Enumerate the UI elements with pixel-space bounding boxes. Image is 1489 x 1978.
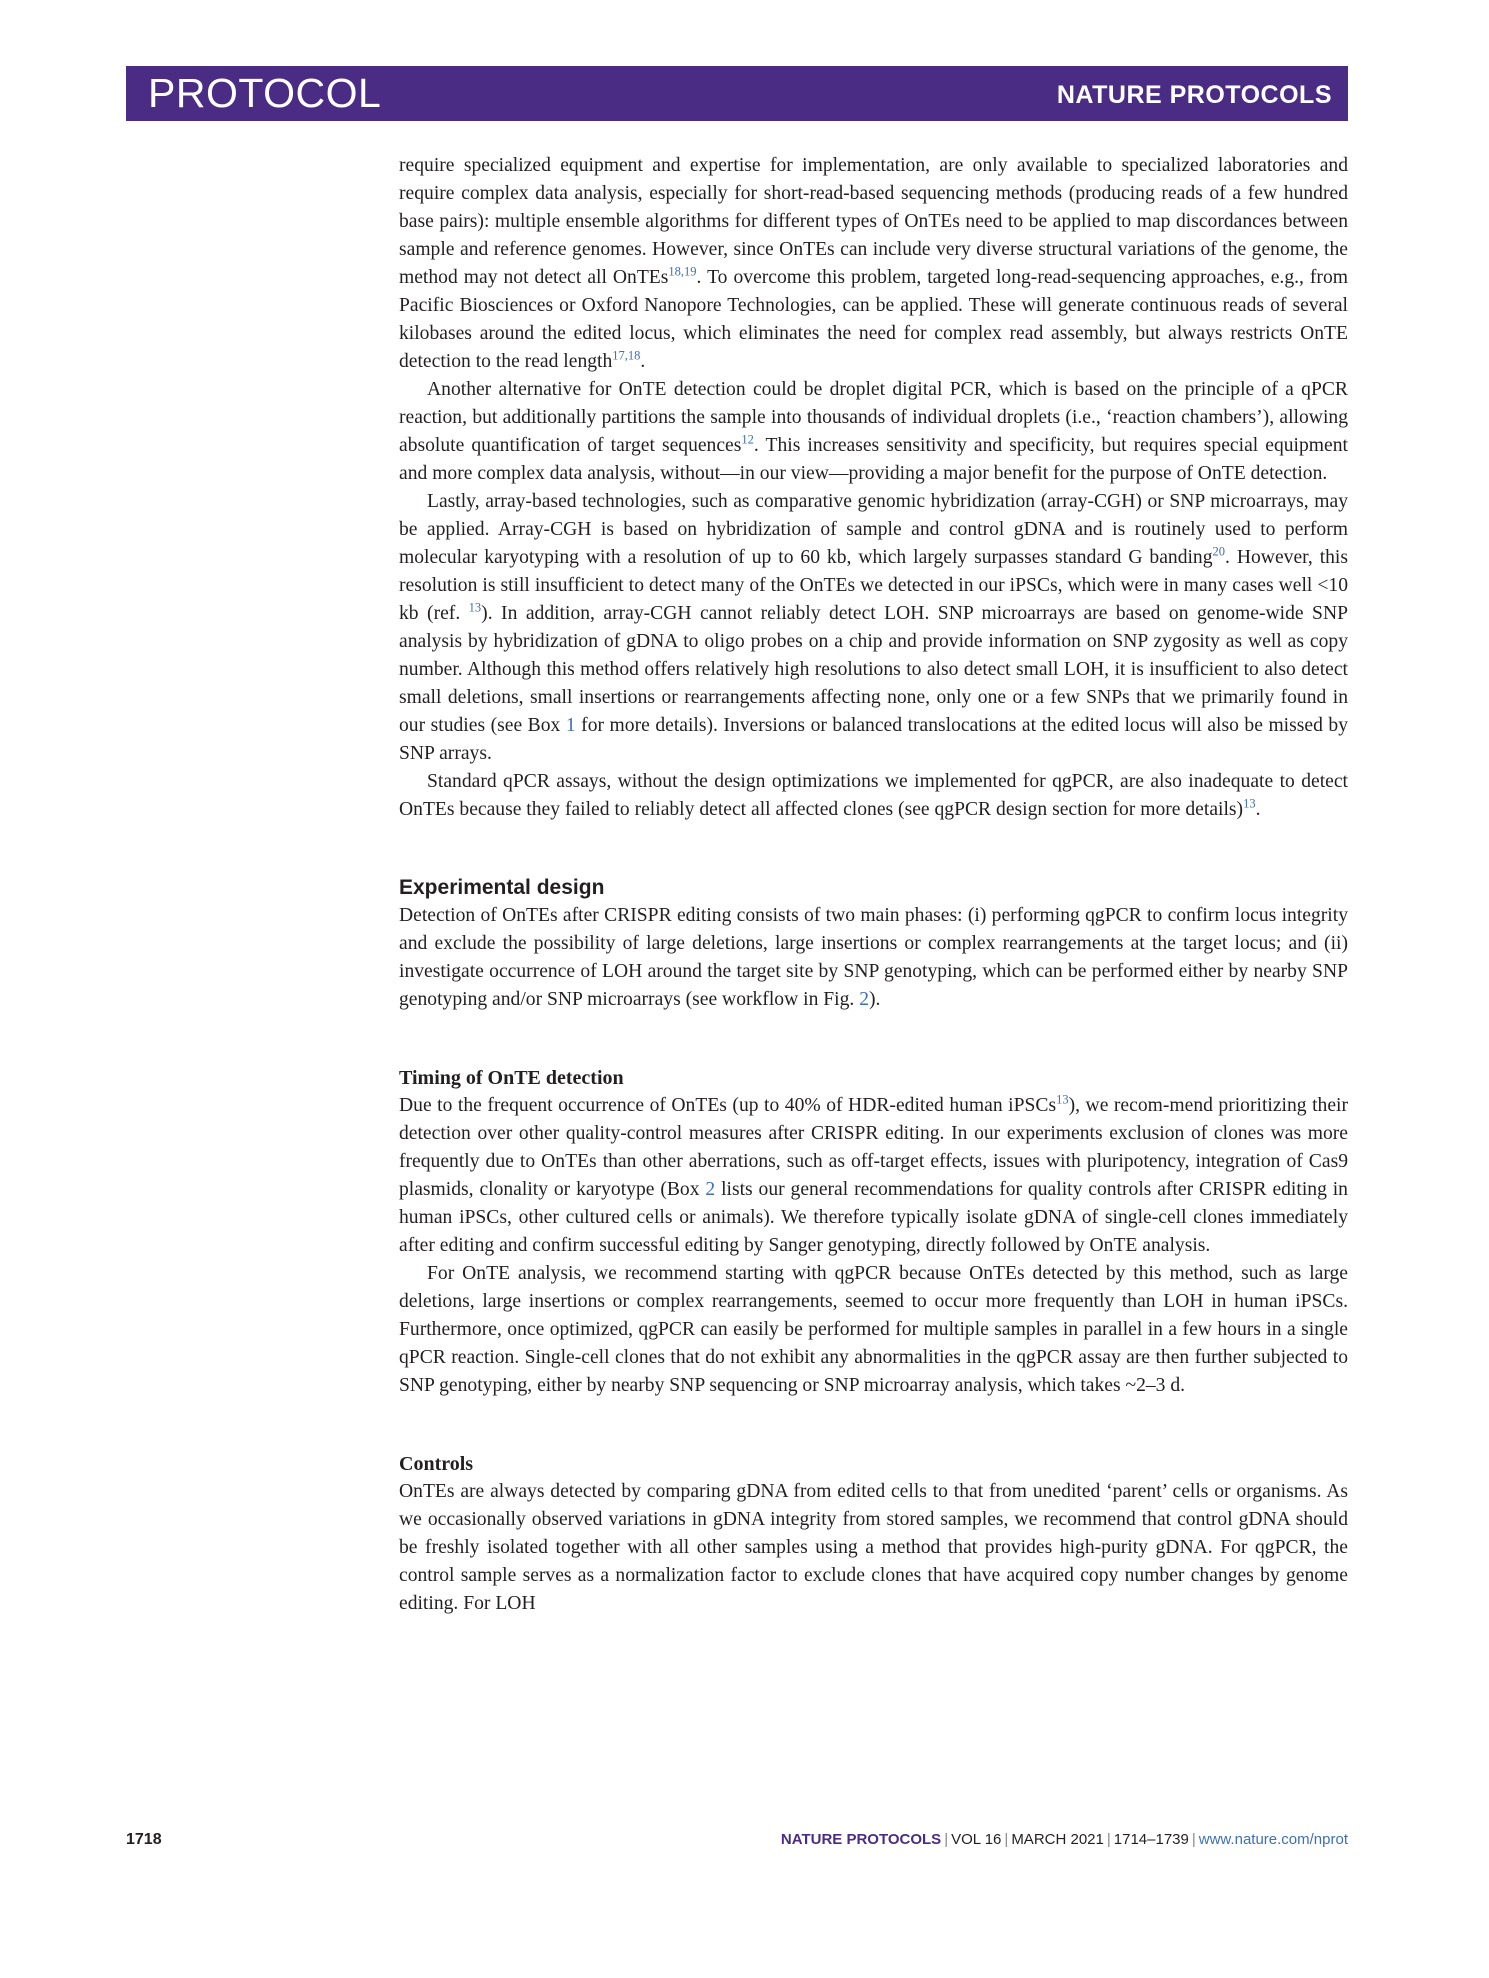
paragraph-qpcr <box>399 768 1348 824</box>
figure-link[interactable]: 2 <box>859 989 869 1010</box>
citation-link[interactable]: 18,19 <box>668 264 697 279</box>
text: for more details). Inversions or balanced translocations at the edited locus will also be missed by SNP arrays. <box>399 715 1348 764</box>
paragraph-sequencing <box>399 152 1348 376</box>
footer-date: MARCH 2021 <box>1011 1831 1104 1848</box>
paragraph-experimental <box>399 902 1348 1014</box>
text: . To overcome this problem, targeted long-read-sequencing approaches, e.g., from Pacific Biosciences or Oxford Nanopore Technologies, can be applied. These will generate continuous reads of several kilobases around the edited locus, which eliminates the need for complex read assembly, but always restricts OnTE detection to the read length <box>399 267 1348 372</box>
header-bar <box>126 66 1348 121</box>
text: . <box>640 351 646 372</box>
paragraph-arrays <box>399 488 1348 768</box>
footer-volume: VOL 16 <box>951 1831 1002 1848</box>
text: lists our general recommendations for quality controls after CRISPR editing in human iPSCs, other cultured cells or animals). We therefore typically isolate gDNA of single-cell clones immediately after editing and confirm successful editing by Sanger genotyping, directly followed by OnTE analysis. <box>399 1179 1348 1256</box>
footer-url-link[interactable]: www.nature.com/nprot <box>1198 1831 1348 1848</box>
text: Lastly, array-based technologies, such as comparative genomic hybridization (array-CGH) or SNP microarrays, may be applied. Array-CGH is based on hybridization of sample and control gDNA and is routinely used to perform molecular karyotyping with a resolution of up to 60 kb, which largely surpasses standard G banding <box>399 491 1348 568</box>
paragraph-timing <box>399 1092 1348 1260</box>
citation-link[interactable]: 17,18 <box>612 348 641 363</box>
section-label: PROTOCOL <box>148 70 382 116</box>
footer-journal: NATURE PROTOCOLS <box>780 1831 942 1848</box>
heading-experimental-design: Experimental design <box>399 876 605 899</box>
journal-label: NATURE PROTOCOLS <box>1056 81 1332 109</box>
box-link[interactable]: 2 <box>705 1179 716 1200</box>
text: Detection of OnTEs after CRISPR editing consists of two main phases: (i) performing qgPCR to confirm locus integrity and exclude the possibility of large deletions, large insertions or complex rearrangements at the target locus; and (ii) investigate occurrence of LOH around the target site by SNP genotyping, which can be performed either by nearby SNP genotyping and/or SNP microarrays (see workflow in Fig. <box>399 905 1348 1010</box>
footer-citation <box>781 1831 1348 1848</box>
citation-link[interactable]: 20 <box>1212 544 1226 559</box>
separator: | <box>944 1831 949 1848</box>
paragraph-controls: OnTEs are always detected by comparing gDNA from edited cells to that from unedited ‘parent’ cells or organisms. As we occasionally observed variations in gDNA integrity from stored samples, we recommend that control gDNA should be freshly isolated together with all other samples using a method that provides high-purity gDNA. For qgPCR, the control sample serves as a normalization factor to exclude clones that have acquired copy number changes by genome editing. For LOH <box>399 1481 1348 1614</box>
text: . <box>1255 799 1261 820</box>
text: . However, this resolution is still insufficient to detect many of the OnTEs we detected in our iPSCs, which were in many cases well <10 kb (ref. <box>399 547 1349 624</box>
heading-timing: Timing of OnTE detection <box>399 1067 624 1089</box>
text: Due to the frequent occurrence of OnTEs (up to 40% of HDR-edited human iPSCs <box>399 1095 1057 1116</box>
text: ), we recom-mend prioritizing their detection over other quality-control measures after CRISPR editing. In our experiments exclusion of clones was more frequently due to OnTEs than other aberrations, such as off-target effects, issues with pluripotency, integration of Cas9 plasmids, clonality or karyotype (Box <box>399 1095 1348 1200</box>
box-link[interactable]: 1 <box>565 715 576 736</box>
footer-pages: 1714–1739 <box>1113 1831 1189 1848</box>
text: require specialized equipment and expertise for implementation, are only available to specialized laboratories and require complex data analysis, especially for short-read-based sequencing methods (producing reads of a few hundred base pairs): multiple ensemble algorithms for different types of OnTEs need to be applied to map discordances between sample and reference genomes. However, since OnTEs can include very diverse structural variations of the genome, the method may not detect all OnTEs <box>399 155 1348 288</box>
article-body <box>399 152 1348 1618</box>
text: . This increases sensitivity and specificity, but requires special equipment and more complex data analysis, without—in our view—providing a major benefit for the purpose of OnTE detection. <box>399 435 1348 484</box>
separator: | <box>1004 1831 1009 1848</box>
paragraph-ddpcr <box>399 376 1348 488</box>
separator: | <box>1191 1831 1196 1848</box>
text: ). <box>869 989 881 1010</box>
citation-link[interactable]: 13 <box>1243 796 1256 811</box>
page-number: 1718 <box>126 1831 162 1848</box>
paragraph-onte-analysis: For OnTE analysis, we recommend starting with qgPCR because OnTEs detected by this method, such as large deletions, large insertions or complex rearrangements, seemed to occur more frequently than LOH in human iPSCs. Furthermore, once optimized, qgPCR can easily be performed for multiple samples in parallel in a few hours in a single qPCR reaction. Single-cell clones that do not exhibit any abnormalities in the qgPCR assay are then further subjected to SNP genotyping, either by nearby SNP sequencing or SNP microarray analysis, which takes ~2–3 d. <box>399 1263 1348 1396</box>
separator: | <box>1106 1831 1111 1848</box>
citation-link[interactable]: 13 <box>468 600 482 615</box>
heading-controls: Controls <box>399 1453 474 1475</box>
citation-link[interactable]: 13 <box>1056 1092 1069 1107</box>
text: ). In addition, array-CGH cannot reliably detect LOH. SNP microarrays are based on genome-wide SNP analysis by hybridization of gDNA to oligo probes on a chip and provide information on SNP zygosity as well as copy number. Although this method offers relatively high resolutions to also detect small LOH, it is insufficient to also detect small deletions, small insertions or rearrangements affecting none, only one or a few SNPs that we primarily found in our studies (see Box <box>399 603 1348 736</box>
citation-link[interactable]: 12 <box>741 432 754 447</box>
text: Standard qPCR assays, without the design optimizations we implemented for qgPCR, are also inadequate to detect OnTEs because they failed to reliably detect all affected clones (see qgPCR design section for more details) <box>399 771 1348 820</box>
text: Another alternative for OnTE detection could be droplet digital PCR, which is based on the principle of a qPCR reaction, but additionally partitions the sample into thousands of individual droplets (i.e., ‘reaction chambers’), allowing absolute quantification of target sequences <box>399 379 1348 456</box>
